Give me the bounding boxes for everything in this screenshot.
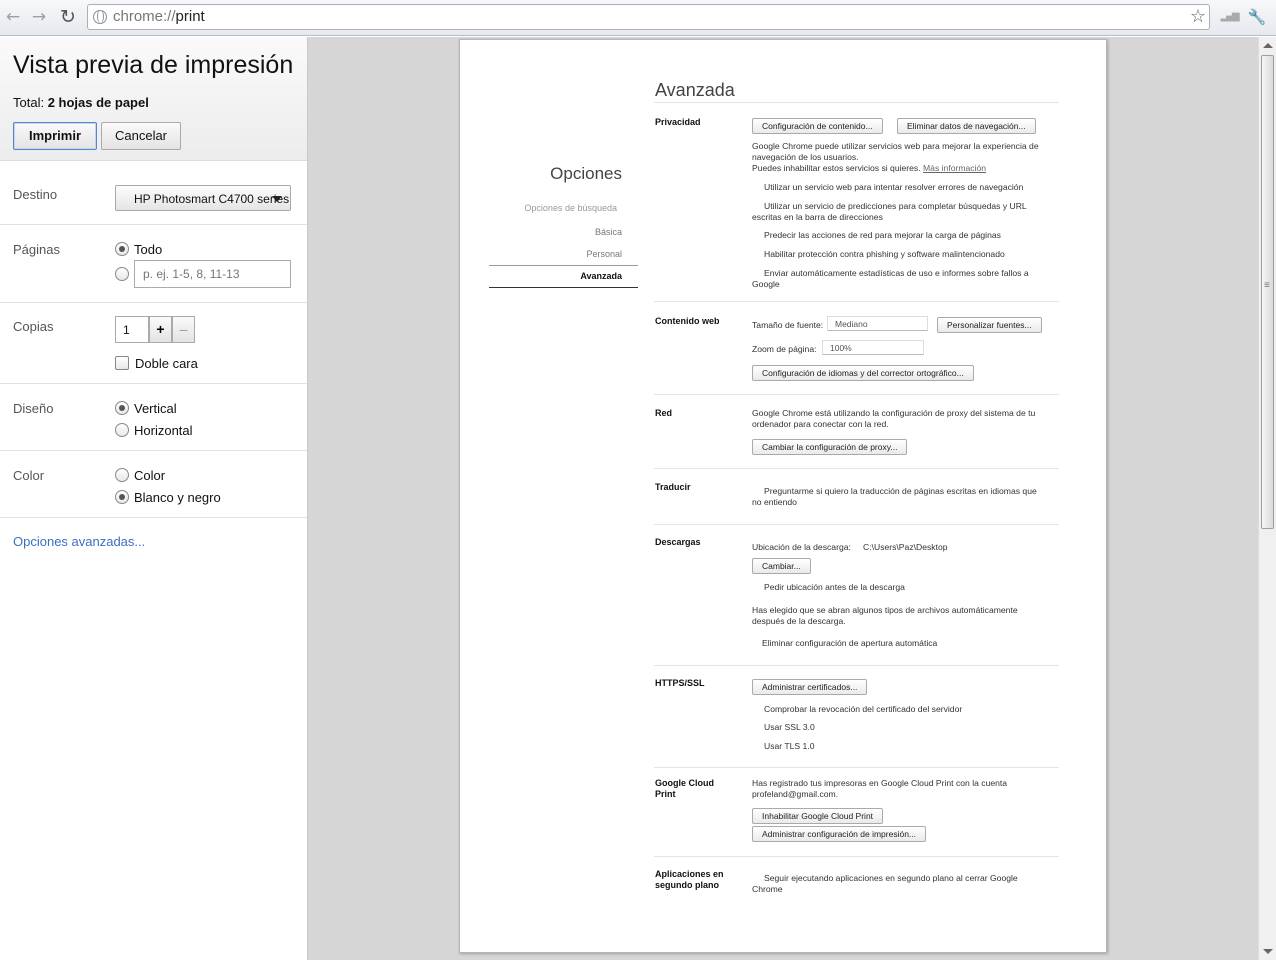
copies-label: Copias <box>13 319 54 334</box>
copies-decrement-button[interactable]: – <box>172 316 195 343</box>
translate-option: Preguntarme si quiero la traducción de páginas escritas en idiomas que <box>764 486 1037 496</box>
reload-icon[interactable]: ↻ <box>60 6 76 28</box>
preview-rule <box>654 394 1059 395</box>
pages-all-label: Todo <box>134 242 163 257</box>
bookmark-star-icon[interactable]: ☆ <box>1189 6 1206 27</box>
preview-rule <box>654 524 1059 525</box>
pages-range-input[interactable] <box>134 260 291 288</box>
pages-label: Páginas <box>13 242 60 257</box>
network-desc: ordenador para conectar con la red. <box>752 419 889 429</box>
forward-icon[interactable]: → <box>31 7 47 27</box>
disable-cloudprint-button: Inhabilitar Google Cloud Print <box>752 808 883 824</box>
portrait-label: Vertical <box>134 401 177 416</box>
color-section <box>0 451 307 518</box>
privacy-option: Utilizar un servicio de predicciones para completar búsquedas y URL <box>764 201 1027 211</box>
downloads-title: Descargas <box>655 537 701 547</box>
preview-nav-item-selected: Avanzada <box>580 271 622 281</box>
pages-all-radio[interactable] <box>115 242 129 256</box>
cloudprint-desc: profeland@gmail.com. <box>752 789 839 799</box>
sheet-total: Total: 2 hojas de papel <box>13 95 149 110</box>
preview-scrollbar[interactable] <box>1258 37 1276 960</box>
color-radio[interactable] <box>115 468 129 482</box>
preview-rule <box>654 468 1059 469</box>
network-title: Red <box>655 408 673 418</box>
panel-title: Vista previa de impresión <box>13 51 294 79</box>
preview-rule <box>654 767 1059 768</box>
background-apps-title: Aplicaciones en <box>655 869 724 879</box>
layout-label: Diseño <box>13 401 54 416</box>
scroll-down-arrow-icon[interactable] <box>1263 949 1273 954</box>
content-settings-button: Configuración de contenido... <box>752 118 883 134</box>
url-text[interactable]: chrome://print <box>113 8 205 25</box>
wrench-icon[interactable]: 🔧 <box>1247 8 1267 26</box>
privacy-title: Privacidad <box>655 117 701 127</box>
preview-nav-item: Básica <box>594 227 622 237</box>
clear-data-button: Eliminar datos de navegación... <box>897 118 1036 134</box>
translate-option: no entiendo <box>752 497 797 507</box>
preview-nav-item: Personal <box>586 249 622 259</box>
print-button[interactable]: Imprimir <box>13 122 97 150</box>
advanced-options-link[interactable]: Opciones avanzadas... <box>13 534 146 549</box>
preview-rule <box>654 856 1059 857</box>
font-size-label: Tamaño de fuente: <box>752 320 824 330</box>
preview-rule <box>654 301 1059 302</box>
back-icon[interactable]: ← <box>5 7 21 27</box>
pages-range-radio[interactable] <box>115 267 129 281</box>
privacy-desc: Google Chrome puede utilizar servicios web para mejorar la experiencia de <box>752 141 1039 151</box>
zoom-select: 100% <box>822 340 924 355</box>
proxy-button: Cambiar la configuración de proxy... <box>752 439 907 455</box>
destination-label: Destino <box>13 187 58 202</box>
translate-title: Traducir <box>655 482 691 492</box>
ssl-option: Comprobar la revocación del certificado del servidor <box>764 704 963 714</box>
reset-auto-open-button: Eliminar configuración de apertura automática <box>762 638 938 648</box>
ssl-option: Usar TLS 1.0 <box>764 741 815 751</box>
portrait-radio[interactable] <box>115 401 129 415</box>
ssl-title: HTTPS/SSL <box>655 678 705 688</box>
zoom-label: Zoom de página: <box>752 344 817 354</box>
background-apps-title: segundo plano <box>655 880 719 890</box>
cloudprint-title: Print <box>655 789 676 799</box>
cancel-button[interactable]: Cancelar <box>101 122 181 150</box>
preview-page <box>459 39 1107 953</box>
privacy-option: escritas en la barra de direcciones <box>752 212 883 222</box>
address-bar[interactable] <box>87 4 1210 30</box>
nav-divider <box>489 265 638 266</box>
cloudprint-desc: Has registrado tus impresoras en Google Cloud Print con la cuenta <box>752 778 1008 788</box>
privacy-option: Utilizar un servicio web para intentar resolver errores de navegación <box>764 182 1024 192</box>
customize-fonts-button: Personalizar fuentes... <box>937 317 1042 333</box>
webcontent-title: Contenido web <box>655 316 720 326</box>
privacy-option: Enviar automáticamente estadísticas de uso e informes sobre fallos a <box>764 268 1029 278</box>
preview-nav-title: Opciones <box>550 164 622 183</box>
print-preview-area <box>308 37 1258 960</box>
duplex-label: Doble cara <box>135 356 198 371</box>
more-info-link: Más información <box>923 163 987 173</box>
privacy-option: Predecir las acciones de red para mejorar la carga de páginas <box>764 230 1001 240</box>
download-location-label: Ubicación de la descarga: <box>752 542 851 552</box>
languages-button: Configuración de idiomas y del corrector ortográfico... <box>752 365 974 381</box>
privacy-desc: navegación de los usuarios. <box>752 152 859 162</box>
landscape-label: Horizontal <box>134 423 193 438</box>
preview-nav-item: Opciones de búsqueda <box>524 203 617 213</box>
preview-rule <box>654 665 1059 666</box>
download-location-value: C:\Users\Paz\Desktop <box>863 542 948 552</box>
privacy-option: Habilitar protección contra phishing y software malintencionado <box>764 249 1005 259</box>
background-option: Seguir ejecutando aplicaciones en segundo plano al cerrar Google <box>764 873 1018 883</box>
downloads-desc: Has elegido que se abran algunos tipos de archivos automáticamente <box>752 605 1018 615</box>
ssl-option: Usar SSL 3.0 <box>764 722 815 732</box>
background-option: Chrome <box>752 884 783 894</box>
downloads-desc: después de la descarga. <box>752 616 846 626</box>
privacy-desc: Puedes inhabilitar estos servicios si quieres. Más información <box>752 163 987 173</box>
color-option-label: Color <box>134 468 166 483</box>
copies-increment-button[interactable]: + <box>149 316 172 343</box>
network-desc: Google Chrome está utilizando la configuración de proxy del sistema de tu <box>752 408 1036 418</box>
chevron-down-icon <box>272 196 282 202</box>
download-option: Pedir ubicación antes de la descarga <box>764 582 905 592</box>
print-settings-panel <box>0 37 308 960</box>
font-size-select: Mediano <box>827 316 928 331</box>
layout-section <box>0 384 307 451</box>
panel-header <box>0 37 307 161</box>
cloudprint-title: Google Cloud <box>655 778 714 788</box>
nav-divider <box>489 287 638 288</box>
copies-input[interactable]: 1 <box>115 316 149 343</box>
scroll-up-arrow-icon[interactable] <box>1263 43 1273 48</box>
destination-select[interactable]: HP Photosmart C4700 series <box>115 185 291 211</box>
bw-radio[interactable] <box>115 490 129 504</box>
bw-option-label: Blanco y negro <box>134 490 221 505</box>
certificates-button: Administrar certificados... <box>752 679 867 695</box>
color-label: Color <box>13 468 45 483</box>
preview-heading: Avanzada <box>655 80 735 100</box>
page-actions-icon[interactable]: ▂▄▆ <box>1220 11 1238 22</box>
duplex-checkbox[interactable] <box>115 356 129 370</box>
manage-cloudprint-button: Administrar configuración de impresión... <box>752 826 926 842</box>
preview-rule <box>654 102 1059 103</box>
privacy-option: Google <box>752 279 780 289</box>
landscape-radio[interactable] <box>115 423 129 437</box>
change-location-button: Cambiar... <box>752 558 811 574</box>
globe-icon <box>93 10 107 24</box>
scroll-thumb[interactable] <box>1261 55 1274 529</box>
browser-toolbar <box>0 0 1276 36</box>
